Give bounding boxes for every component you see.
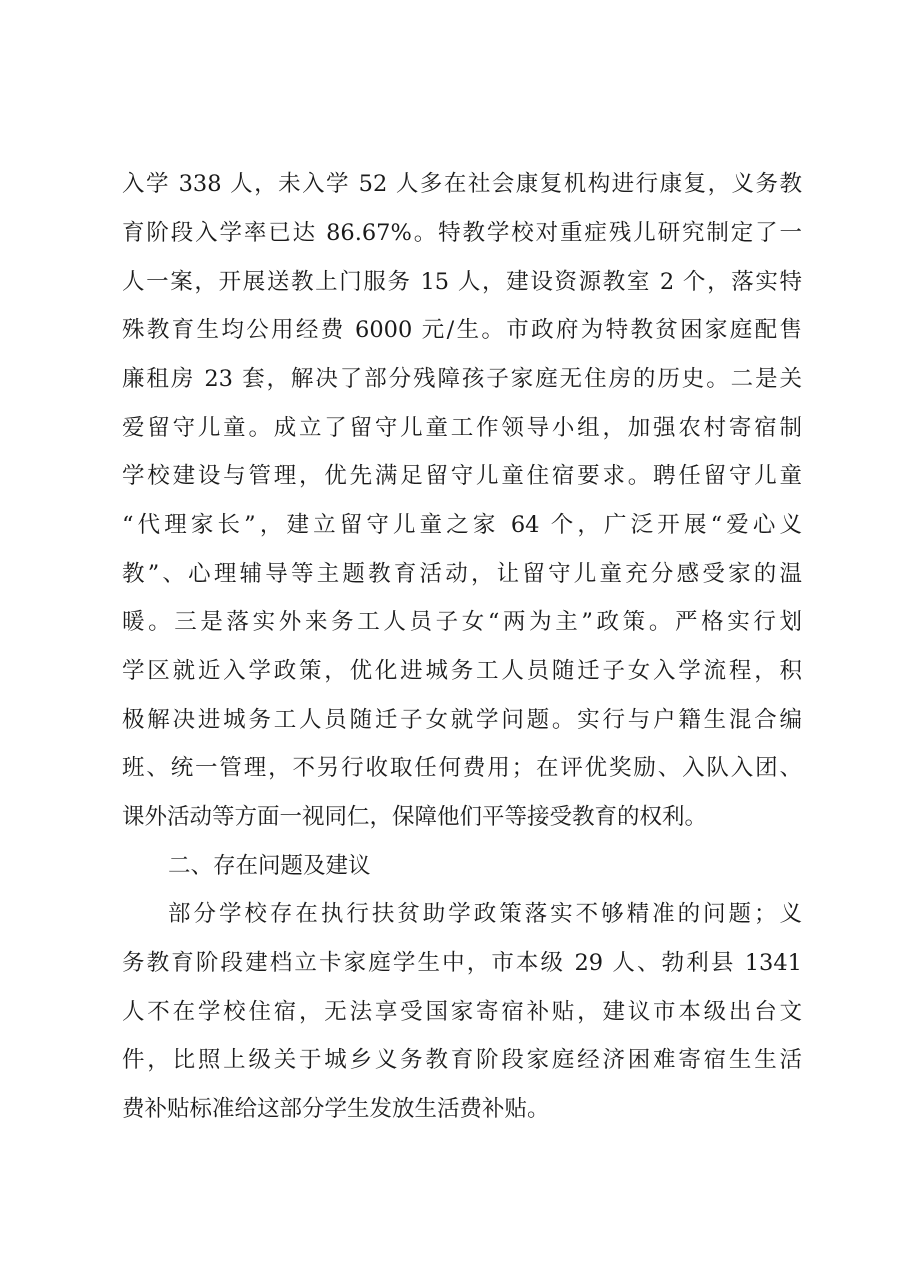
paragraph-2-line-3: 人不在学校住宿，无法享受国家寄宿补贴，建议市本级出台文 bbox=[122, 999, 802, 1025]
paragraph-1-line-8: “代理家长”，建立留守儿童之家 64 个，广泛开展“爱心义 bbox=[122, 512, 802, 538]
paragraph-2-line-2: 务教育阶段建档立卡家庭学生中，市本级 29 人、勃利县 1341 bbox=[122, 950, 802, 976]
paragraph-1-line-2: 育阶段入学率已达 86.67%。特教学校对重症残儿研究制定了一 bbox=[122, 220, 802, 246]
paragraph-1-line-12: 极解决进城务工人员随迁子女就学问题。实行与户籍生混合编 bbox=[122, 707, 802, 733]
section-heading: 二、存在问题及建议 bbox=[168, 853, 371, 879]
paragraph-1-line-6: 爱留守儿童。成立了留守儿童工作领导小组，加强农村寄宿制 bbox=[122, 415, 802, 441]
paragraph-1-line-13: 班、统一管理，不另行收取任何费用；在评优奖励、入队入团、 bbox=[122, 755, 802, 781]
paragraph-1-line-3: 人一案，开展送教上门服务 15 人，建设资源教室 2 个，落实特 bbox=[122, 269, 802, 295]
paragraph-1-line-14: 课外活动等方面一视同仁，保障他们平等接受教育的权利。 bbox=[122, 804, 708, 830]
paragraph-1-line-11: 学区就近入学政策，优化进城务工人员随迁子女入学流程，积 bbox=[122, 658, 802, 684]
paragraph-1-line-5: 廉租房 23 套，解决了部分残障孩子家庭无住房的历史。二是关 bbox=[122, 366, 802, 392]
paragraph-1-line-1: 入学 338 人，未入学 52 人多在社会康复机构进行康复，义务教 bbox=[122, 171, 802, 197]
paragraph-2-line-5: 费补贴标准给这部分学生发放生活费补贴。 bbox=[122, 1096, 550, 1122]
paragraph-2-line-4: 件，比照上级关于城乡义务教育阶段家庭经济困难寄宿生生活 bbox=[122, 1047, 802, 1073]
paragraph-2-line-1: 部分学校存在执行扶贫助学政策落实不够精准的问题；义 bbox=[168, 901, 802, 927]
paragraph-1-line-10: 暖。三是落实外来务工人员子女“两为主”政策。严格实行划 bbox=[122, 609, 802, 635]
paragraph-1-line-4: 殊教育生均公用经费 6000 元/生。市政府为特教贫困家庭配售 bbox=[122, 317, 802, 343]
paragraph-1-line-7: 学校建设与管理，优先满足留守儿童住宿要求。聘任留守儿童 bbox=[122, 463, 802, 489]
paragraph-1-line-9: 教”、心理辅导等主题教育活动，让留守儿童充分感受家的温 bbox=[122, 561, 802, 587]
